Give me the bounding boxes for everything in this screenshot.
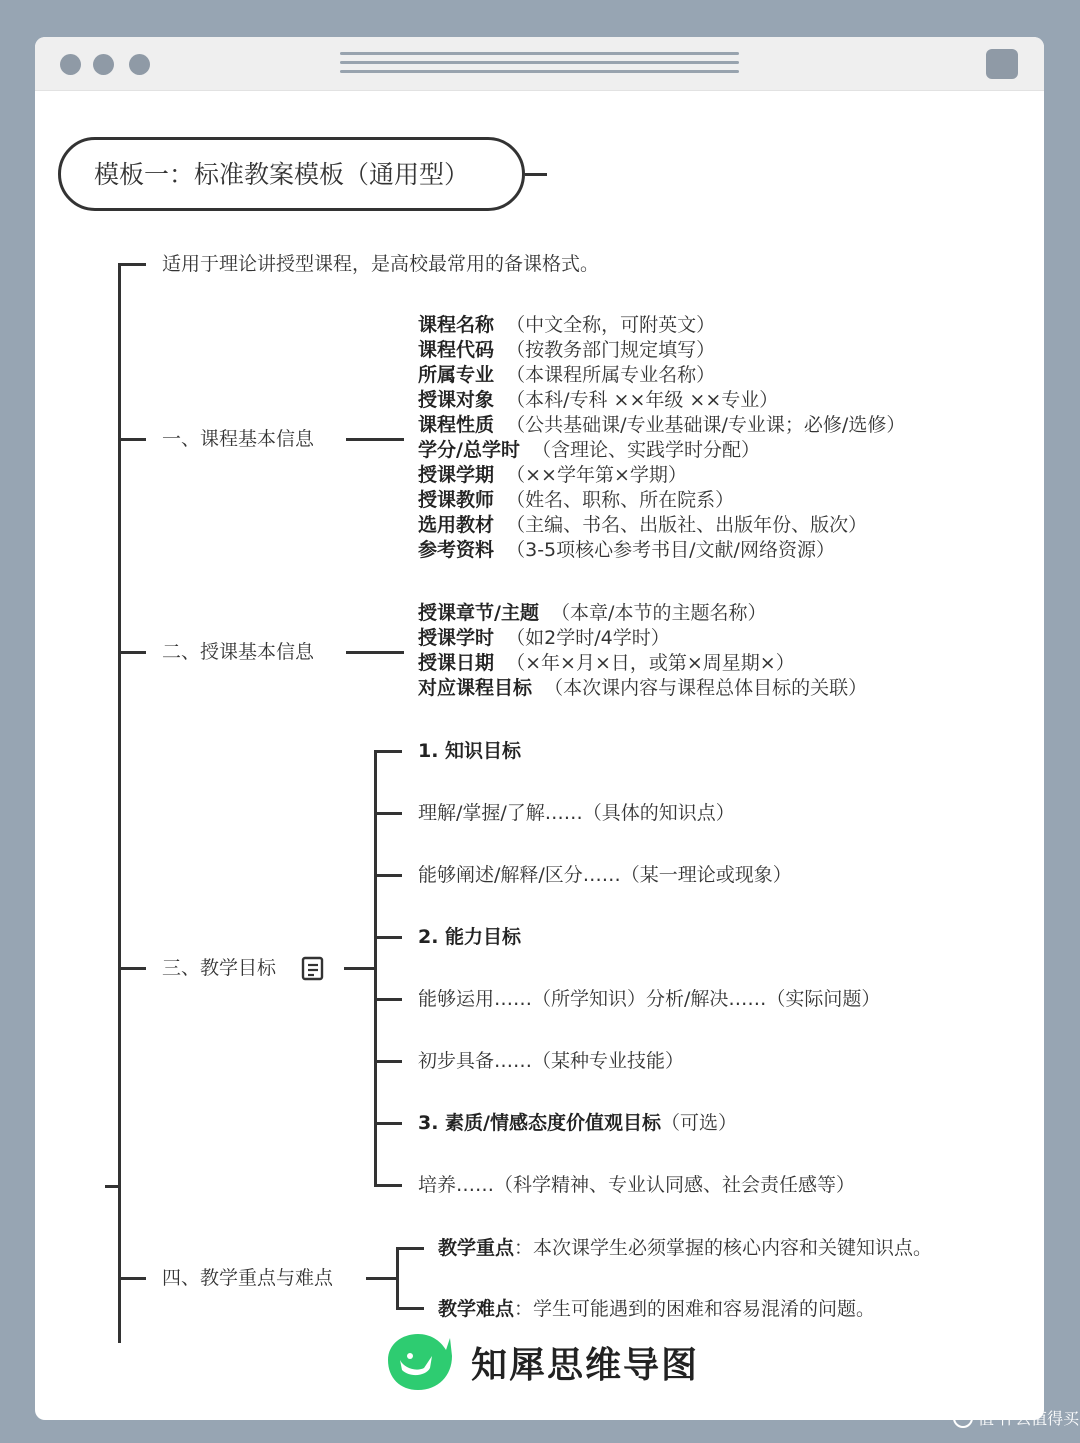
section3-bracket [374,750,377,1186]
item-key: 学分/总学时 [418,439,520,461]
item-key: 授课学时 [418,627,495,649]
item-key: 授课章节/主题 [418,602,539,624]
intro-text: 适用于理论讲授型课程，是高校最常用的备课格式。 [162,253,600,275]
list-item [418,538,835,562]
item-desc: （本次课内容与课程总体目标的关联） [544,677,868,699]
branch-tick [396,1247,424,1250]
item-desc: （中文全称，可附英文） [506,314,716,336]
list-item [418,338,715,362]
list-item [418,601,766,625]
list-item [418,413,905,437]
smzdm-icon [953,1408,973,1428]
list-item [418,438,760,462]
list-item [418,651,795,675]
item-desc: （姓名、职称、所在院系） [506,489,735,511]
section2-connector [346,651,404,654]
main-trunk-line [118,263,121,1343]
branch-tick [374,874,402,877]
branch-tick [396,1307,424,1310]
item-key: 教学重点 [438,1237,515,1259]
branch-tick [118,438,146,441]
list-item [418,676,867,700]
item-desc: （按教务部门规定填写） [506,339,716,361]
item-desc: （××学年第×学期） [506,464,687,486]
list-item [418,488,734,512]
item-desc: （本课程所属专业名称） [506,364,716,386]
root-connector [525,173,547,176]
list-item [438,1297,875,1321]
item-key: 选用教材 [418,514,495,536]
section4-connector [366,1277,398,1280]
item-desc: （本科/专科 ××年级 ××专业） [506,389,779,411]
item-desc: （如2学时/4学时） [506,627,670,649]
trunk-junction [105,1185,119,1188]
section4-label[interactable]: 四、教学重点与难点 [162,1267,334,1289]
root-title: 模板一：标准教案模板（通用型） [94,160,470,189]
objective-heading-text: 3. 素质/情感态度价值观目标 [418,1112,661,1134]
item-key: 课程性质 [418,414,495,436]
item-key: 参考资料 [418,539,495,561]
section2-label[interactable]: 二、授课基本信息 [162,641,315,663]
item-key: 教学难点 [438,1298,515,1320]
objective-heading[interactable]: 1. 知识目标 [418,740,522,762]
note-icon[interactable] [301,956,325,982]
branch-tick [374,1122,402,1125]
list-item [418,388,778,412]
branch-tick [118,263,146,266]
item-key: 授课对象 [418,389,495,411]
item-desc: ：学生可能遇到的困难和容易混淆的问题。 [514,1298,876,1320]
list-item [418,463,687,487]
branch-tick [374,1184,402,1187]
item-desc: （含理论、实践学时分配） [532,439,761,461]
item-key: 对应课程目标 [418,677,533,699]
branch-tick [374,936,402,939]
item-key: 授课日期 [418,652,495,674]
objective-heading [418,1111,737,1135]
item-desc: ：本次课学生必须掌握的核心内容和关键知识点。 [514,1237,933,1259]
branch-tick [118,967,146,970]
item-desc: （3-5项核心参考书目/文献/网络资源） [506,539,835,561]
item-key: 课程代码 [418,339,495,361]
list-item [418,313,715,337]
item-key: 所属专业 [418,364,495,386]
item-desc: （本章/本节的主题名称） [551,602,767,624]
watermark-text: 值 什么值得买 [978,1409,1080,1428]
list-item [418,626,670,650]
branch-tick [374,1060,402,1063]
item-desc: （主编、书名、出版社、出版年份、版次） [506,514,868,536]
item-key: 授课学期 [418,464,495,486]
branch-tick [374,998,402,1001]
objective-item[interactable]: 能够运用……（所学知识）分析/解决……（实际问题） [418,988,881,1010]
objective-item[interactable]: 能够阐述/解释/区分……（某一理论或现象） [418,864,792,886]
item-desc: （×年×月×日，或第×周星期×） [506,652,795,674]
section3-connector [344,967,376,970]
item-key: 授课教师 [418,489,495,511]
item-desc: （公共基础课/专业基础课/专业课；必修/选修） [506,414,906,436]
list-item [438,1236,932,1260]
brand-name: 知犀思维导图 [471,1345,700,1386]
objective-item[interactable]: 培养……（科学精神、专业认同感、社会责任感等） [418,1174,856,1196]
item-key: 课程名称 [418,314,495,336]
rhino-logo-icon [380,1330,454,1392]
section1-label[interactable]: 一、课程基本信息 [162,428,315,450]
objective-item[interactable]: 理解/掌握/了解……（具体的知识点） [418,802,735,824]
list-item [418,513,867,537]
objective-heading[interactable]: 2. 能力目标 [418,926,522,948]
branch-tick [374,812,402,815]
list-item [418,363,715,387]
section1-connector [346,438,404,441]
branch-tick [118,651,146,654]
section3-label[interactable]: 三、教学目标 [162,957,277,979]
branch-tick [118,1277,146,1280]
section4-bracket [396,1247,399,1309]
branch-tick [374,750,402,753]
objective-item[interactable]: 初步具备……（某种专业技能） [418,1050,685,1072]
optional-tag: （可选） [661,1112,738,1134]
